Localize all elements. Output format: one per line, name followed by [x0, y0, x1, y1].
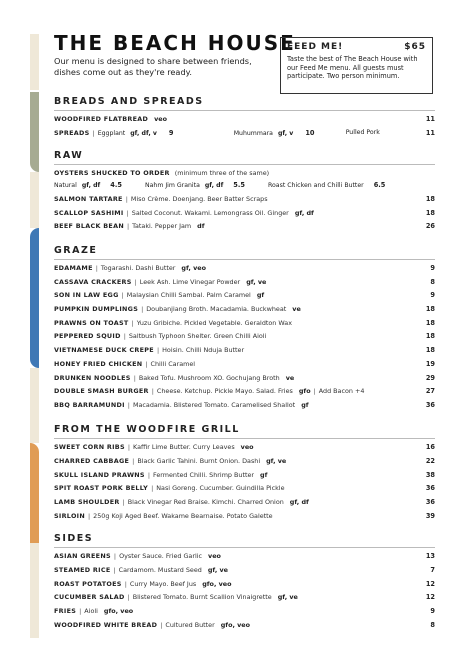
menu-item	[54, 115, 435, 129]
separator: |	[123, 332, 126, 341]
spread-options: Eggplant gf, df, v 9 Muhummara gf, v 10 Pulled Pork 11	[97, 129, 435, 137]
separator: |	[127, 400, 130, 409]
item-desc: Kaffir Lime Butter. Curry Leaves	[133, 443, 235, 451]
item-price: 18	[425, 318, 435, 327]
menu-item	[54, 498, 435, 512]
feed-me-box	[280, 37, 433, 94]
item-diet: veo	[208, 552, 221, 560]
section-title: SIDES	[54, 533, 435, 548]
separator: |	[92, 129, 95, 137]
item-price: 9	[430, 264, 435, 272]
separator: |	[121, 291, 124, 300]
item-diet: gfo, veo	[202, 579, 232, 588]
menu-item	[54, 209, 435, 223]
item-price: 8	[430, 277, 435, 286]
spread-option: Muhummara gf, v 10	[233, 129, 315, 137]
menu-item	[54, 264, 435, 278]
item-desc: Black Vinegar Red Braise. Kimchi. Charred Onion	[127, 498, 284, 507]
decorative-stripe	[30, 92, 39, 172]
decorative-stripe	[30, 368, 39, 443]
separator: |	[126, 208, 129, 217]
menu-item	[54, 387, 435, 401]
decorative-stripe	[30, 443, 39, 543]
section-title: GRAZE	[54, 245, 435, 260]
item-diet: gf	[260, 470, 268, 479]
item-name: SPREADS	[54, 129, 90, 137]
feed-me-text: Taste the best of The Beach House with our Feed Me menu. All guests must participate. Two person minimum.	[287, 55, 418, 81]
item-desc: Fermented Chilli. Shrimp Butter	[153, 470, 255, 479]
item-diet: veo	[154, 115, 168, 123]
item-name: SWEET CORN RIBS	[54, 443, 125, 451]
separator: |	[79, 607, 82, 616]
item-diet: gf, df	[294, 208, 314, 217]
item-desc: Oyster Sauce. Fried Garlic	[119, 552, 203, 560]
item-diet: df	[197, 222, 205, 230]
item-name: WOODFIRED WHITE BREAD	[54, 620, 158, 629]
item-desc: Cultured Butter	[165, 620, 215, 629]
menu-item	[54, 443, 435, 457]
item-name: SPIT ROAST PORK BELLY	[54, 484, 149, 493]
item-price: 12	[425, 579, 435, 588]
item-diet: gfo	[298, 387, 311, 396]
section-sides	[54, 533, 435, 635]
item-price: 38	[425, 470, 435, 479]
menu-item	[54, 291, 435, 305]
item-diet: gf, ve	[277, 593, 298, 602]
item-desc: Chilli Caramel	[150, 359, 196, 368]
item-diet: ve	[285, 373, 295, 382]
item-diet: gfo, veo	[220, 620, 251, 629]
spread-option: Pulled Pork	[345, 129, 380, 136]
separator: |	[134, 277, 137, 286]
item-name: CHARRED CABBAGE	[54, 456, 130, 465]
item-name: OYSTERS SHUCKED TO ORDER	[54, 169, 170, 177]
menu-item	[54, 552, 435, 566]
decorative-stripe	[30, 543, 39, 638]
item-diet: gf, ve	[246, 277, 267, 286]
item-price: 26	[425, 222, 435, 230]
separator: |	[160, 620, 163, 629]
menu-item-spreads	[54, 129, 435, 143]
separator: |	[151, 484, 154, 493]
item-name: BBQ BARRAMUNDI	[54, 400, 125, 409]
item-desc: Doubanjiang Broth. Macadamia. Buckwheat	[146, 305, 287, 314]
oyster-option: Roast Chicken and Chilli Butter 6.5	[268, 181, 386, 189]
item-price: 9	[430, 607, 435, 616]
item-name: CUCUMBER SALAD	[54, 593, 125, 602]
menu-item	[54, 621, 435, 635]
section-woodfire	[54, 424, 435, 526]
item-diet: gf, df	[289, 498, 309, 507]
section-title: FROM THE WOODFIRE GRILL	[54, 424, 435, 439]
item-price: 18	[425, 346, 435, 355]
section-title: BREADS AND SPREADS	[54, 96, 435, 111]
item-price: 7	[430, 565, 435, 574]
item-desc: Black Garlic Tahini. Burnt Onion. Dashi	[137, 456, 261, 465]
item-price: 39	[425, 511, 435, 520]
item-desc: 250g Koji Aged Beef. Wakame Bearnaise. Potato Galette	[93, 511, 273, 520]
section-raw	[54, 150, 435, 236]
menu-item	[54, 593, 435, 607]
separator: |	[145, 359, 148, 368]
item-price: 18	[425, 332, 435, 341]
separator: |	[133, 373, 136, 382]
item-name: EDAMAME	[54, 264, 93, 272]
sides-items	[54, 552, 435, 635]
oyster-option: Nahm Jim Granita gf, df 5.5	[145, 181, 245, 189]
separator: |	[113, 565, 116, 574]
decorative-stripe	[30, 228, 39, 368]
menu-item	[54, 346, 435, 360]
item-name: HONEY FRIED CHICKEN	[54, 359, 143, 368]
item-price: 19	[425, 359, 435, 368]
oyster-option: Natural gf, df 4.5	[54, 181, 122, 189]
woodfire-items	[54, 443, 435, 526]
menu-item	[54, 607, 435, 621]
item-desc: Yuzu Gribiche. Pickled Vegetable. Geraldton Wax	[136, 318, 292, 327]
separator: |	[147, 470, 150, 479]
item-name: PUMPKIN DUMPLINGS	[54, 305, 139, 314]
separator: |	[156, 346, 160, 355]
item-name: BEEF BLACK BEAN	[54, 222, 124, 230]
item-diet: veo	[240, 443, 254, 451]
item-name: SCALLOP SASHIMI	[54, 208, 124, 217]
decorative-stripe	[30, 34, 39, 90]
item-desc: Hoisin. Chilli Nduja Butter	[162, 346, 245, 355]
item-desc: Macadamia. Blistered Tomato. Caramelised Shallot	[132, 400, 296, 409]
separator: |	[88, 511, 91, 520]
separator: |	[124, 579, 127, 588]
menu-item	[54, 222, 435, 236]
item-name: PEPPERED SQUID	[54, 332, 121, 341]
menu-item	[54, 512, 435, 526]
menu-item	[54, 305, 435, 319]
section-graze	[54, 245, 435, 415]
item-price: 12	[425, 593, 435, 602]
menu-item	[54, 278, 435, 292]
item-price: 16	[425, 443, 435, 451]
menu-item	[54, 457, 435, 471]
menu-item-oysters	[54, 169, 435, 181]
item-name: LAMB SHOULDER	[54, 498, 120, 507]
item-name: SIRLOIN	[54, 511, 86, 520]
graze-items	[54, 264, 435, 415]
item-desc: Cheese. Ketchup. Pickle Mayo. Salad. Fries	[156, 387, 293, 396]
item-desc: Salted Coconut. Wakami. Lemongrass Oil. Ginger	[131, 208, 289, 217]
separator: |	[141, 305, 144, 314]
item-desc: Blistered Tomato. Burnt Scallion Vinaigrette	[132, 593, 272, 602]
item-price: 9	[430, 291, 435, 300]
separator: |	[122, 498, 125, 507]
item-price: 18	[425, 305, 435, 314]
item-name: SKULL ISLAND PRAWNS	[54, 470, 145, 479]
item-price: 36	[425, 400, 435, 409]
intro-text: Our menu is designed to share between friends, dishes come out as they're ready.	[54, 56, 252, 77]
item-price: 13	[425, 552, 435, 560]
separator: |	[125, 195, 128, 203]
item-price: 27	[425, 387, 435, 396]
page-title: THE BEACH HOUSE	[54, 31, 296, 55]
section-breads	[54, 96, 435, 143]
item-name: ROAST POTATOES	[54, 579, 122, 588]
item-desc: (minimum three of the same)	[174, 169, 270, 177]
section-title: RAW	[54, 150, 435, 165]
item-diet: ve	[292, 305, 301, 314]
separator: |	[151, 387, 154, 396]
item-desc: Aioli	[84, 607, 98, 616]
item-name: CASSAVA CRACKERS	[54, 277, 132, 286]
item-price: 11	[425, 115, 435, 123]
raw-items	[54, 195, 435, 236]
item-name: STEAMED RICE	[54, 565, 111, 574]
item-desc: Nasi Goreng. Cucumber. Guindilla Pickle	[156, 484, 285, 493]
feed-me-price: $65	[404, 42, 426, 52]
decorative-stripe	[30, 172, 39, 228]
menu-item	[54, 360, 435, 374]
item-desc: Saltbush Typhoon Shelter. Green Chilli Aioli	[128, 332, 267, 341]
item-diet: gf, ve	[266, 456, 287, 465]
item-desc: Baked Tofu. Mushroom XO. Gochujang Broth	[138, 373, 280, 382]
item-name: PRAWNS ON TOAST	[54, 318, 129, 327]
item-diet: gfo, veo	[103, 607, 134, 616]
oyster-options	[54, 181, 435, 195]
item-price: 18	[425, 195, 435, 203]
item-name: ASIAN GREENS	[54, 552, 111, 560]
item-price: 36	[425, 484, 435, 493]
item-desc: Cardamom. Mustard Seed	[118, 565, 202, 574]
item-price: 29	[425, 373, 435, 382]
separator: |	[127, 593, 130, 602]
item-price: 36	[425, 498, 435, 507]
item-name: WOODFIRED FLATBREAD	[54, 115, 149, 123]
menu-item	[54, 319, 435, 333]
item-name: SALMON TARTARE	[54, 195, 123, 203]
item-desc: Malaysian Chilli Sambal. Palm Caramel	[126, 291, 251, 300]
menu-item	[54, 332, 435, 346]
separator: |	[132, 456, 135, 465]
menu-item	[54, 195, 435, 209]
item-extra: Add Bacon +4	[318, 387, 365, 396]
item-name: DOUBLE SMASH BURGER	[54, 387, 149, 396]
item-diet: gf, ve	[207, 565, 228, 574]
item-name: SON IN LAW EGG	[54, 291, 119, 300]
item-price: 22	[425, 456, 435, 465]
separator: |	[127, 443, 131, 451]
spread-option: Eggplant gf, df, v 9	[97, 129, 174, 137]
separator: |	[95, 264, 98, 272]
item-desc: Curry Mayo. Beef Jus	[129, 579, 197, 588]
menu-item	[54, 401, 435, 415]
item-desc: Miso Crème. Doenjang. Beer Batter Scraps	[130, 195, 268, 203]
separator: |	[131, 318, 134, 327]
menu-item	[54, 566, 435, 580]
menu-item	[54, 471, 435, 485]
item-desc: Togarashi. Dashi Butter	[100, 264, 176, 272]
item-name: VIETNAMESE DUCK CREPE	[54, 346, 154, 355]
item-name: FRIES	[54, 607, 77, 616]
item-price: 8	[430, 620, 435, 629]
menu-item	[54, 484, 435, 498]
menu-item	[54, 374, 435, 388]
item-diet: gf	[301, 400, 309, 409]
item-diet: gf	[256, 291, 265, 300]
item-name: DRUNKEN NOODLES	[54, 373, 131, 382]
item-desc: Leek Ash. Lime Vinegar Powder	[139, 277, 241, 286]
menu-item	[54, 580, 435, 594]
item-desc: Tataki. Pepper Jam	[132, 222, 192, 230]
separator: |	[113, 552, 117, 560]
item-price: 18	[425, 208, 435, 217]
feed-me-label: FEED ME!	[287, 42, 344, 52]
separator: |	[313, 387, 316, 396]
item-diet: gf, veo	[181, 264, 206, 272]
separator: |	[126, 222, 130, 230]
